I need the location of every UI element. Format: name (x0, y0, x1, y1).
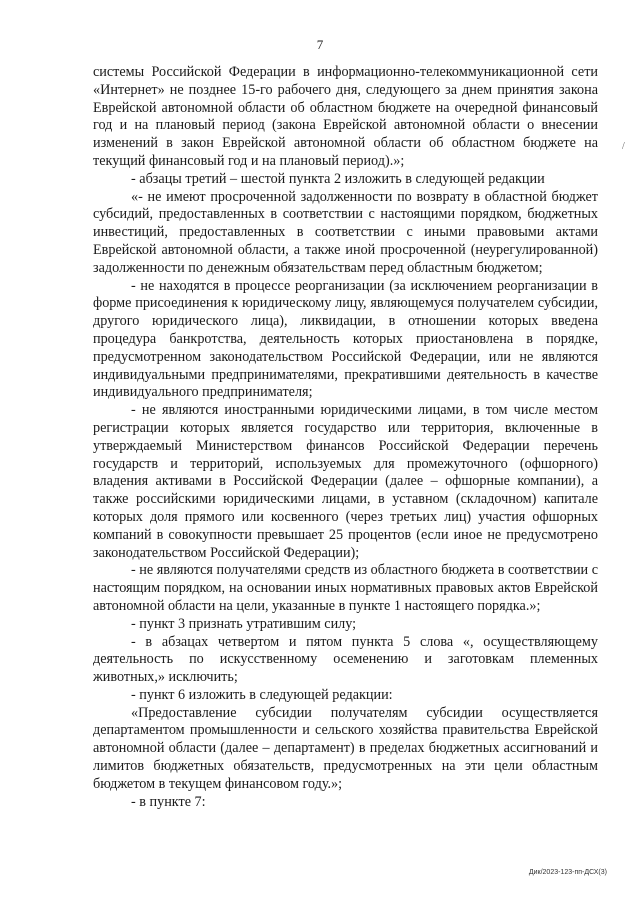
paragraph-not-recipient: - не являются получателями средств из областного бюджета в соответствии с настоящим порядком, на основании иных нормативных правовых актов Еврейской автономной области на цели, указанные в пункте 1 настоящего порядка.»; (93, 562, 598, 614)
paragraph-item-5-words: - в абзацах четвертом и пятом пункта 5 слова «, осуществляющему деятельность по искусственному осеменению и заготовкам племенных животных,» исключить; (93, 633, 598, 686)
document-code-footer: Дик/2023-123-пп-ДСХ(3) (528, 869, 607, 876)
page-number: 7 (316, 37, 324, 52)
paragraph-item-6-new: - пункт 6 изложить в следующей редакции: (131, 686, 393, 703)
paragraph-item-7: - в пункте 7: (131, 793, 206, 810)
paragraph-subsidy-provision: «Предоставление субсидии получателям субсидии осуществляется департаментом промышленности и сельского хозяйства правительства Еврейской автономной области (далее – департамент) в пределах бюджетных ассигнований и лимитов бюджетных обязательств, предусмотренных на эти цели областным бюджетом в текущем финансовом году.»; (93, 704, 598, 792)
document-body (93, 64, 598, 811)
paragraph-amendment-item-2: - абзацы третий – шестой пункта 2 изложить в следующей редакции (131, 170, 545, 187)
paragraph-item-3-void: - пункт 3 признать утратившим силу; (131, 615, 357, 632)
paragraph-not-foreign-entity: - не являются иностранными юридическими лицами, в том числе местом регистрации которых является государство или территория, включенные в утверждаемый Министерством финансов Российской Федерации перечень государств и территорий, используемых для промежуточного (офшорного) владения активами в Российской Федерации (далее – офшорные компании), а также российскими юридическими лицами, в уставном (складочном) капитале которых доля прямого или косвенного (через третьих лиц) участия офшорных компаний в совокупности превышает 25 процентов (если иное не предусмотрено законодательством Российской Федерации); (93, 402, 598, 561)
paragraph-no-overdue-debt: «- не имеют просроченной задолженности по возврату в областной бюджет субсидий, предоставленных в соответствии с настоящими порядком, бюджетных инвестиций, предоставленных в соответствии с иными правовыми актами Еврейской автономной области, а также иной просроченной (неурегулированной) задолженности по денежным обязательствам перед областным бюджетом; (93, 188, 598, 276)
paragraph-no-reorganization: - не находятся в процессе реорганизации (за исключением реорганизации в форме присоединения к юридическому лицу, являющемуся получателем субсидии, другого юридического лица), ликвидации, в отношении которых введена процедура банкротства, деятельность которых приостановлена в порядке, предусмотренном законодательством Российской Федерации, или не являются индивидуальными предпринимателями, прекратившими деятельность в качестве индивидуального предпринимателя; (93, 277, 598, 401)
margin-mark: / (622, 141, 625, 152)
paragraph-continuation: системы Российской Федерации в информационно-телекоммуникационной сети «Интернет» не позднее 15-го рабочего дня, следующего за днем принятия закона Еврейской автономной области об областном бюджете на очередной финансовый год и на плановый период (закона Еврейской автономной области о внесении изменений в закон Еврейской автономной области об областном бюджете на текущий финансовый год и на плановый период).»; (93, 64, 598, 169)
